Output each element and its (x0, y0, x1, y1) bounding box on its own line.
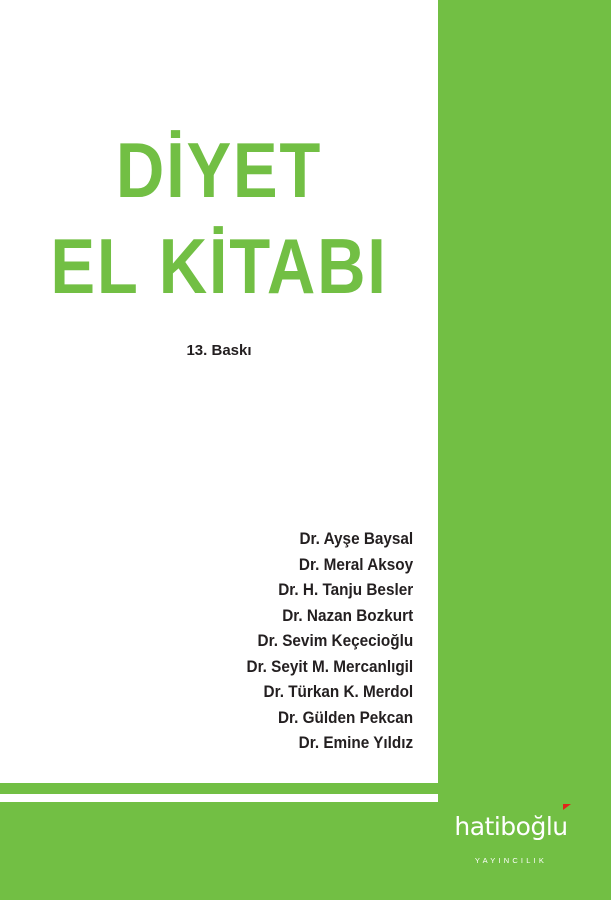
author-name: Dr. Ayşe Baysal (299, 529, 413, 548)
publisher-name: hatiboğlu (454, 812, 568, 841)
publisher-logo (447, 812, 575, 872)
edition-label: 13. Baskı (186, 342, 252, 359)
red-flag-icon (563, 804, 571, 810)
book-title (0, 122, 438, 314)
author-name: Dr. Türkan K. Merdol (263, 682, 413, 701)
publisher-subtitle: YAYINCILIK (474, 856, 548, 865)
author-name: Dr. Sevim Keçecioğlu (257, 631, 413, 650)
author-name: Dr. H. Tanju Besler (278, 580, 413, 599)
green-side-panel (438, 0, 611, 900)
green-divider-stripe (0, 783, 438, 794)
author-name: Dr. Gülden Pekcan (277, 707, 413, 727)
author-name: Dr. Nazan Bozkurt (282, 605, 413, 625)
author-list (228, 526, 413, 756)
author-name: Dr. Meral Aksoy (298, 554, 413, 574)
title-line-2: EL KİTABI (50, 222, 388, 310)
title-line-1: DİYET (115, 126, 323, 214)
author-name: Dr. Seyit M. Mercanlıgil (246, 656, 413, 676)
author-name: Dr. Emine Yıldız (298, 733, 413, 752)
